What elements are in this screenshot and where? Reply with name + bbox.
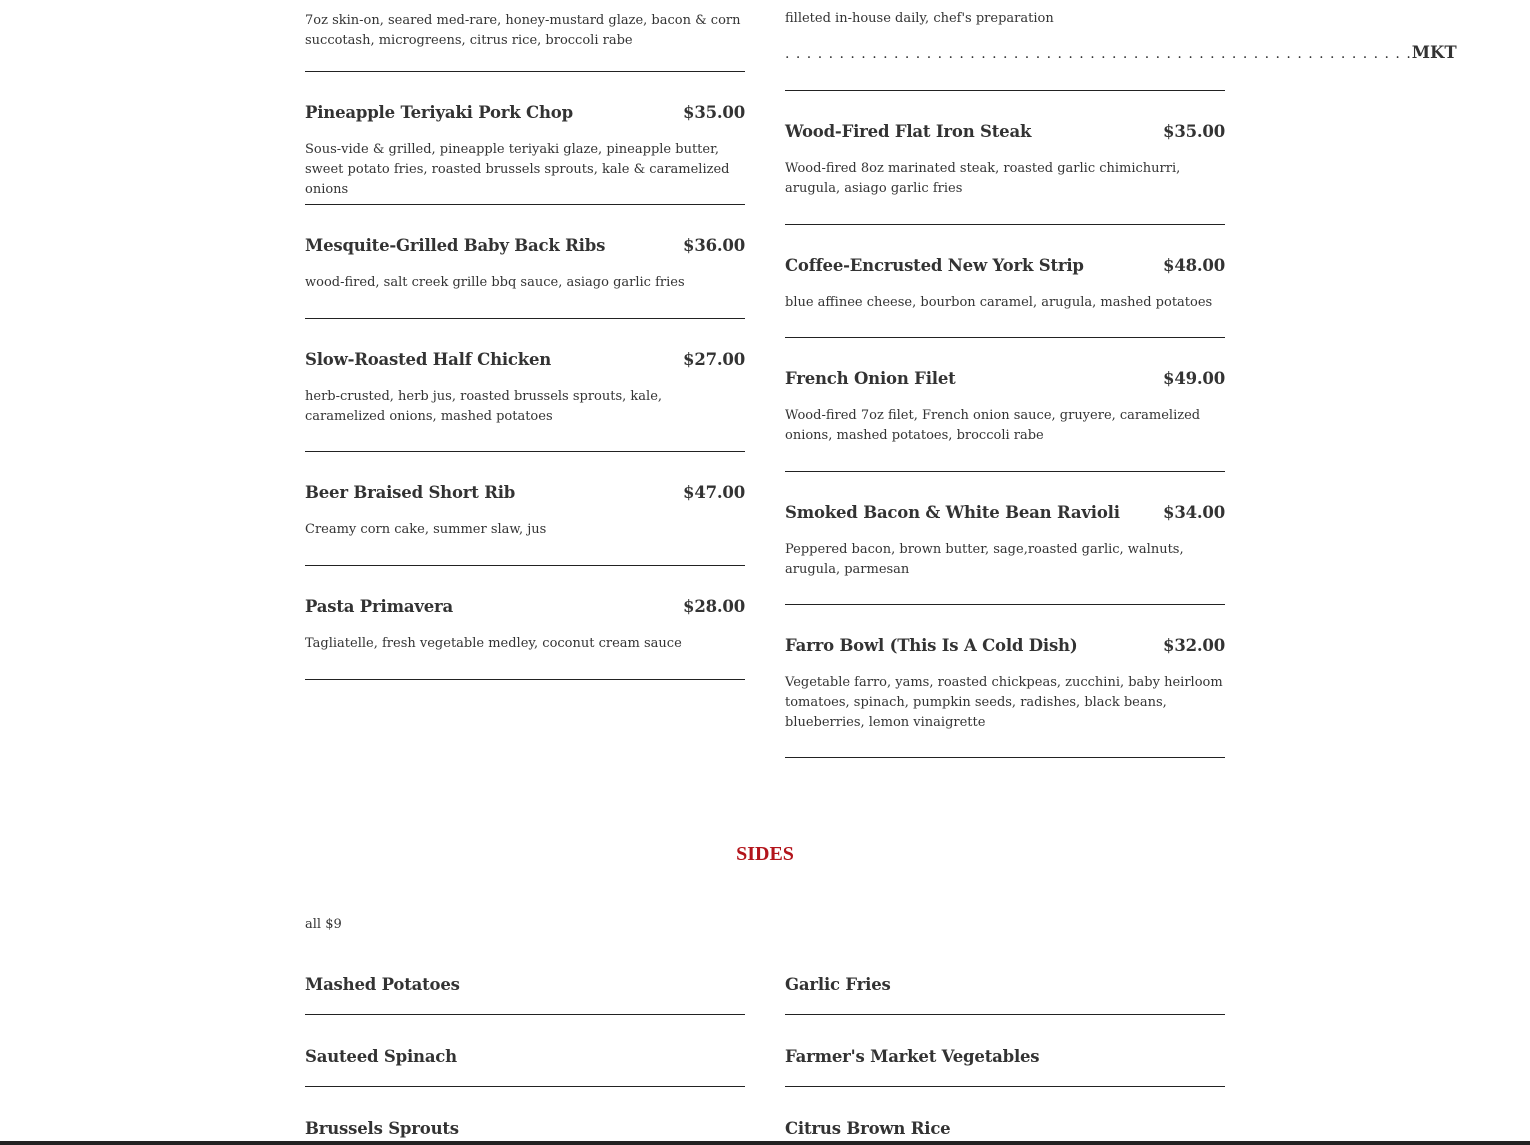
divider — [305, 565, 745, 566]
menu-item-name: Mesquite-Grilled Baby Back Ribs — [305, 236, 606, 255]
divider — [785, 224, 1225, 225]
menu-item-price: $32.00 — [1163, 636, 1225, 655]
menu-item-name: Smoked Bacon & White Bean Ravioli — [785, 503, 1120, 522]
side-item-name: Mashed Potatoes — [305, 975, 460, 994]
menu-item-name: Slow-Roasted Half Chicken — [305, 350, 552, 369]
side-item — [785, 1047, 1225, 1087]
divider — [305, 204, 745, 205]
divider — [785, 1086, 1225, 1087]
menu-item-description: Wood-fired 8oz marinated steak, roasted garlic chimichurri, arugula, asiago garlic fries — [785, 161, 1181, 196]
divider — [785, 90, 1225, 91]
side-item — [785, 1119, 1225, 1138]
divider — [305, 679, 745, 680]
menu-item-price: $49.00 — [1163, 369, 1225, 388]
menu-item-partial — [305, 11, 745, 51]
menu-item-description: Tagliatelle, fresh vegetable medley, coconut cream sauce — [305, 636, 682, 651]
menu-item — [305, 236, 745, 293]
market-price-line — [785, 43, 1457, 62]
menu-item-price: $35.00 — [683, 103, 745, 122]
menu-item-partial — [785, 9, 1457, 62]
divider — [305, 451, 745, 452]
menu-item — [785, 369, 1225, 446]
menu-item-description: Sous-vide & grilled, pineapple teriyaki glaze, pineapple butter, sweet potato fries, roasted brussels sprouts, kale & caramelized onions — [305, 142, 730, 197]
menu-item — [305, 483, 745, 540]
menu-item-name: Wood-Fired Flat Iron Steak — [785, 122, 1032, 141]
menu-item-description: herb-crusted, herb jus, roasted brussels sprouts, kale, caramelized onions, mashed potatoes — [305, 389, 663, 424]
divider — [785, 757, 1225, 758]
menu-item-description: Creamy corn cake, summer slaw, jus — [305, 522, 547, 537]
menu-item-name: Coffee-Encrusted New York Strip — [785, 256, 1084, 275]
menu-item-name: Pasta Primavera — [305, 597, 453, 616]
menu-item — [785, 503, 1225, 580]
side-item-name: Citrus Brown Rice — [785, 1119, 951, 1138]
side-item — [305, 1119, 745, 1138]
menu-item-price: MKT — [1411, 43, 1457, 62]
menu-item-name: French Onion Filet — [785, 369, 956, 388]
menu-item-description: 7oz skin-on, seared med-rare, honey-mustard glaze, bacon & corn succotash, microgreens, citrus rice, broccoli rabe — [305, 13, 741, 48]
divider — [305, 318, 745, 319]
menu-item-description: Wood-fired 7oz filet, French onion sauce, gruyere, caramelized onions, mashed potatoes, broccoli rabe — [785, 408, 1201, 443]
side-item — [305, 1047, 745, 1087]
menu-item-price: $34.00 — [1163, 503, 1225, 522]
divider — [785, 604, 1225, 605]
menu-item-price: $28.00 — [683, 597, 745, 616]
menu-item — [305, 350, 745, 427]
menu-item-price: $35.00 — [1163, 122, 1225, 141]
side-item-name: Brussels Sprouts — [305, 1119, 459, 1138]
divider — [785, 471, 1225, 472]
menu-item-description: blue affinee cheese, bourbon caramel, arugula, mashed potatoes — [785, 295, 1213, 310]
divider — [305, 1086, 745, 1087]
menu-item-price: $36.00 — [683, 236, 745, 255]
menu-item-name: Farro Bowl (This Is A Cold Dish) — [785, 636, 1078, 655]
menu-item-price: $47.00 — [683, 483, 745, 502]
divider — [785, 1014, 1225, 1015]
section-title-sides: SIDES — [736, 843, 794, 865]
menu-item-description: Peppered bacon, brown butter, sage,roasted garlic, walnuts, arugula, parmesan — [785, 542, 1184, 577]
menu-item — [785, 256, 1225, 313]
side-item-name: Farmer's Market Vegetables — [785, 1047, 1040, 1066]
divider — [785, 337, 1225, 338]
menu-item — [785, 122, 1225, 199]
menu-item — [305, 597, 745, 654]
divider — [305, 71, 745, 72]
menu-item-name: Beer Braised Short Rib — [305, 483, 516, 502]
dot-leader: . . . . . . . . . . . . . . . . . . . . . . . . . . . . . . . . . . . . . . . . . . . . . . . . . . . . . . . . . . — [785, 46, 1412, 62]
menu-item — [305, 103, 745, 200]
menu-item-description: filleted in-house daily, chef's preparation — [785, 11, 1054, 26]
menu-item-price: $27.00 — [683, 350, 745, 369]
menu-item-description: wood-fired, salt creek grille bbq sauce, asiago garlic fries — [305, 275, 685, 290]
side-item-name: Garlic Fries — [785, 975, 891, 994]
side-item — [785, 975, 1225, 1015]
page-bottom-edge — [0, 1141, 1530, 1145]
menu-item — [785, 636, 1225, 733]
menu-item-price: $48.00 — [1163, 256, 1225, 275]
side-item-name: Sauteed Spinach — [305, 1047, 457, 1066]
divider — [305, 1014, 745, 1015]
menu-item-name: Pineapple Teriyaki Pork Chop — [305, 103, 573, 122]
menu-item-description: Vegetable farro, yams, roasted chickpeas, zucchini, baby heirloom tomatoes, spinach, pumpkin seeds, radishes, black beans, blueberries, lemon vinaigrette — [785, 675, 1223, 730]
side-item — [305, 975, 745, 1015]
sides-price-note: all $9 — [305, 917, 342, 932]
